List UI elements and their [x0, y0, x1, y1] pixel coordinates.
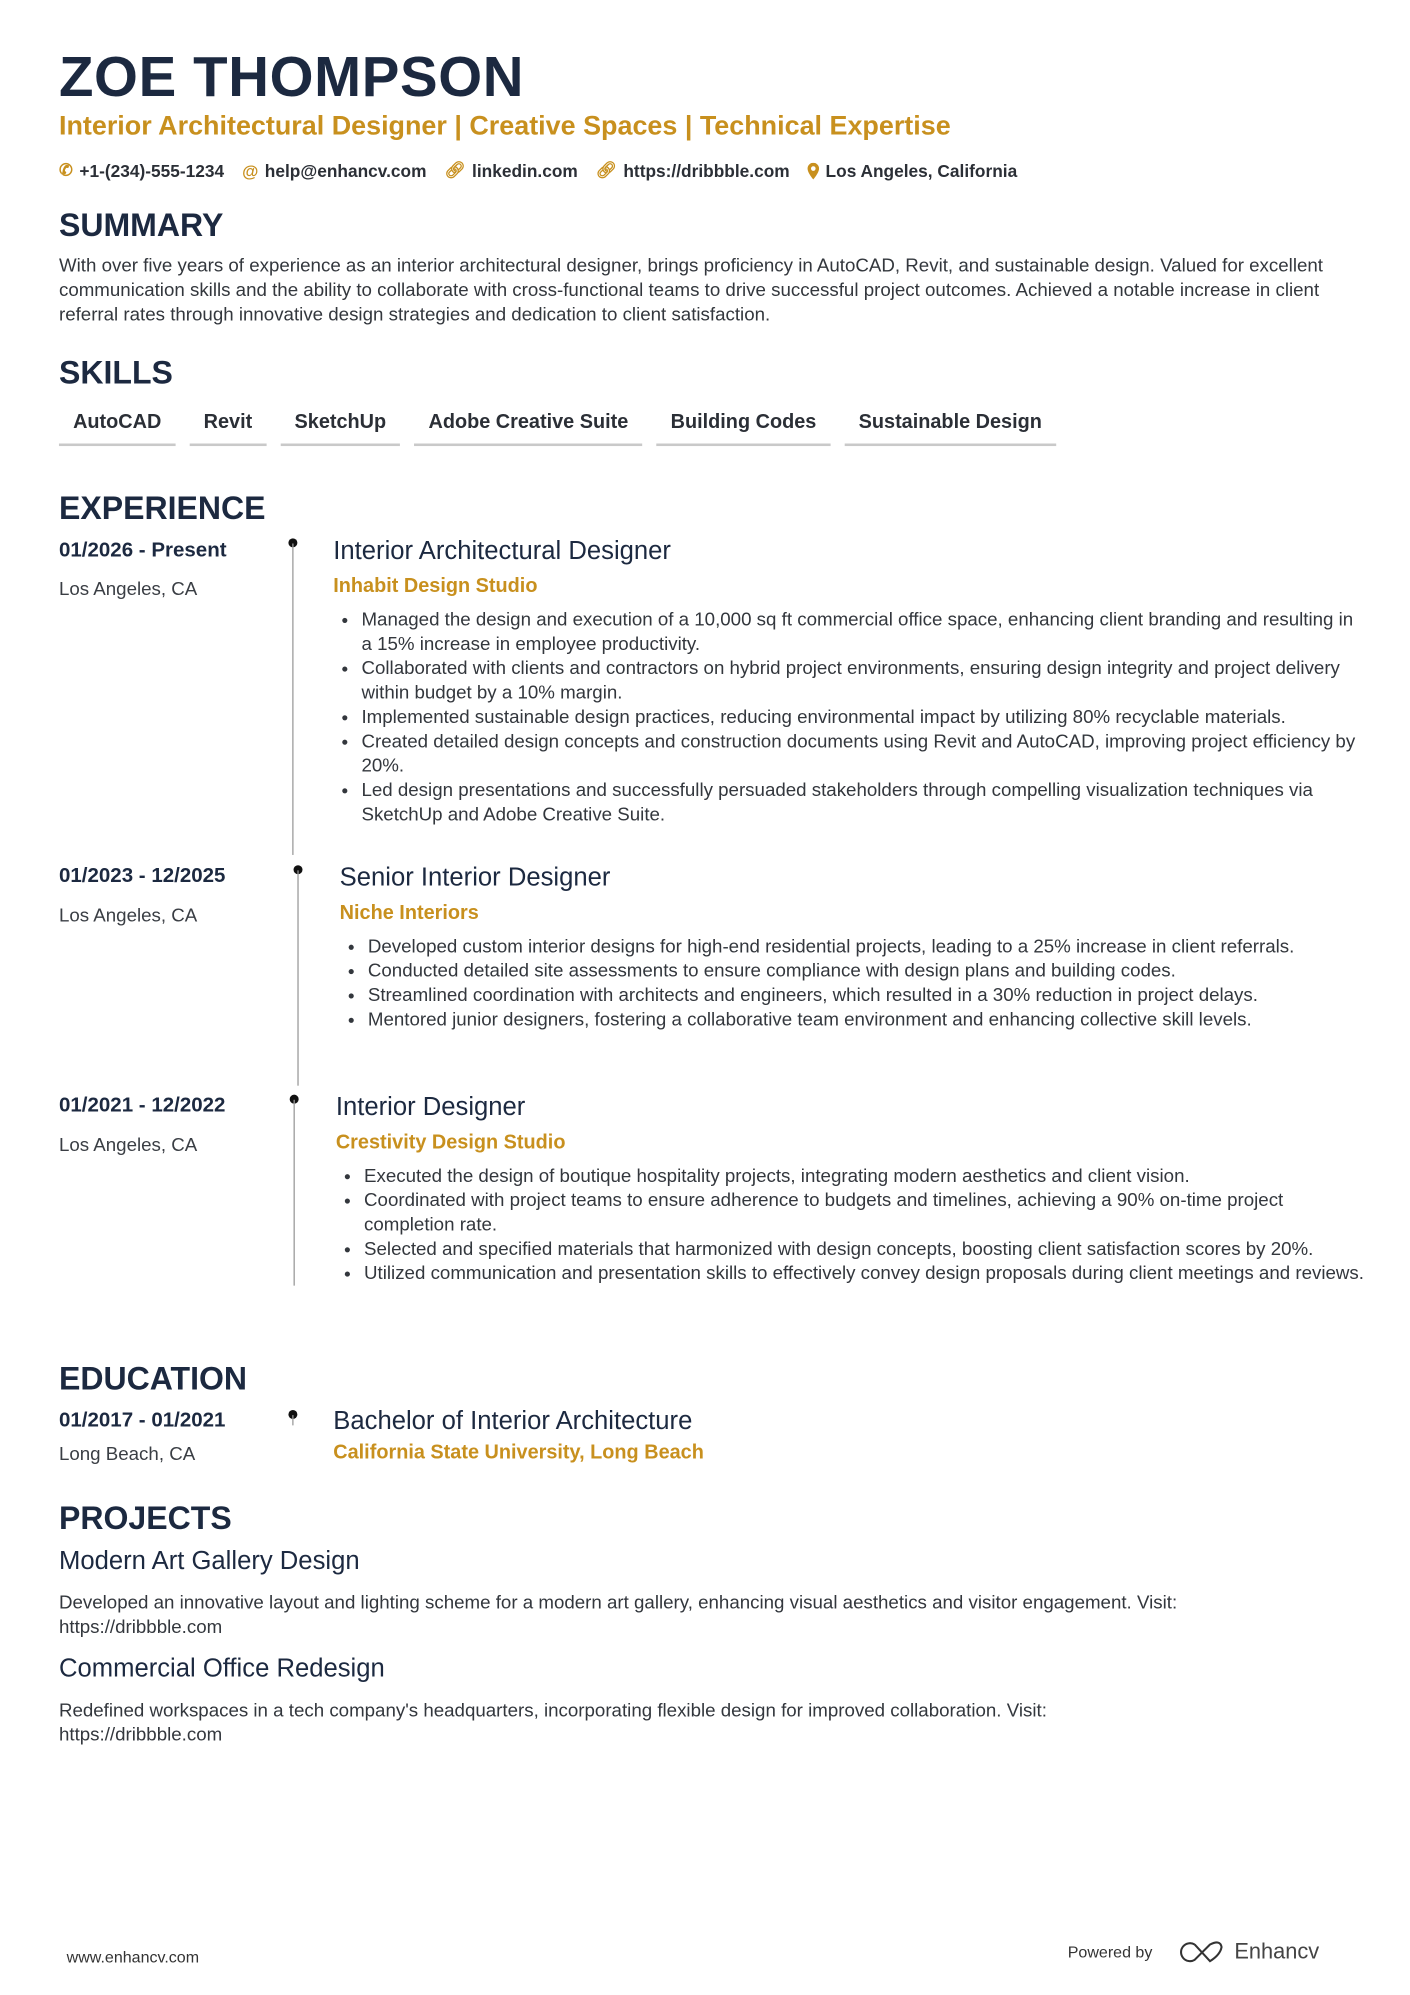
bullet-item: • Conducted detailed site assessments to ensure compliance with design plans and building codes.: [368, 960, 1393, 984]
bullet-item: • Utilized communication and presentation skills to effectively convey design proposals during client meetings and reviews.: [364, 1263, 1377, 1287]
timeline-line: [292, 1415, 293, 1425]
project-description: Developed an innovative layout and lighting scheme for a modern art gallery, enhancing visual aesthetics and visitor engagement. Visit: https://dribbble.com: [58, 1593, 1178, 1639]
experience-heading: EXPERIENCE: [58, 490, 266, 527]
summary-heading: SUMMARY: [58, 207, 224, 244]
experience-dates: 01/2023 - 12/2025: [58, 865, 226, 888]
bullet-item: • Created detailed design concepts and construction documents using Revit and AutoCAD, improving project efficiency by 20%.: [361, 731, 1361, 780]
projects-heading: PROJECTS: [58, 1500, 232, 1537]
candidate-subtitle: Interior Architectural Designer | Creative Spaces | Technical Expertise: [58, 111, 951, 141]
experience-bullets: [336, 1165, 1377, 1287]
experience-location: Los Angeles, CA: [58, 1135, 198, 1157]
bullet-item: • Implemented sustainable design practices, reducing environmental impact by utilizing 80% recyclable materials.: [361, 706, 1361, 730]
experience-location: Los Angeles, CA: [58, 906, 198, 927]
education-location: Long Beach, CA: [58, 1444, 196, 1466]
bullet-item: • Managed the design and execution of a 10,000 sq ft commercial office space, enhancing client branding and resulting in a 15% increase in employee productivity.: [361, 609, 1361, 658]
link-icon: 🔗︎: [444, 160, 466, 180]
bullet-item: • Coordinated with project teams to ensure adherence to budgets and timelines, achieving a 90% on-time project completion rate.: [364, 1190, 1377, 1239]
skill-tag: Adobe Creative Suite: [414, 409, 642, 446]
timeline-line: [297, 870, 298, 1085]
company-name: Niche Interiors: [339, 902, 479, 925]
skill-tag: Revit: [190, 409, 267, 446]
link-icon: 🔗︎: [595, 160, 617, 180]
powered-by-label: Powered by: [1067, 1943, 1153, 1962]
bullet-item: • Developed custom interior designs for high-end residential projects, leading to a 25% increase in client referrals.: [368, 936, 1393, 960]
location-pin-icon: [808, 162, 820, 179]
contact-linkedin[interactable]: [444, 160, 577, 181]
summary-text: With over five years of experience as an interior architectural designer, brings proficiency in AutoCAD, Revit, and sustainable design. Valued for excellent communication skills and the ability to collaborate with cross-functional teams to drive successful project outcomes. Achieved a notable increase in client referral rates through innovative design strategies and dedication to client satisfaction.: [58, 256, 1323, 326]
skill-tag: SketchUp: [280, 409, 400, 446]
school-name: California State University, Long Beach: [333, 1442, 704, 1464]
footer-branding: [1068, 1939, 1319, 1965]
contact-text: https://dribbble.com: [623, 160, 790, 181]
bullet-item: • Collaborated with clients and contractors on hybrid project environments, ensuring design integrity and project delivery within budget by a 10% margin.: [361, 658, 1361, 707]
enhancv-logo: [1178, 1939, 1319, 1965]
experience-bullets: [340, 936, 1394, 1033]
contact-email[interactable]: [242, 160, 426, 181]
skill-tag: Sustainable Design: [845, 409, 1056, 446]
phone-icon: ✆: [58, 160, 73, 180]
enhancv-logo-icon: [1178, 1939, 1227, 1965]
bullet-item: • Mentored junior designers, fostering a collaborative team environment and enhancing collective skill levels.: [368, 1009, 1393, 1033]
skills-heading: SKILLS: [58, 355, 173, 391]
timeline-line: [292, 543, 293, 854]
enhancv-brand: Enhancv: [1234, 1939, 1320, 1964]
experience-bullets: [333, 609, 1361, 828]
skills-list: [59, 409, 1056, 446]
job-title: Senior Interior Designer: [339, 863, 611, 893]
at-icon: @: [242, 160, 259, 181]
experience-dates: 01/2021 - 12/2022: [58, 1094, 226, 1117]
contact-text: linkedin.com: [472, 160, 578, 181]
job-title: Interior Architectural Designer: [333, 537, 671, 566]
candidate-name: ZOE THOMPSON: [58, 46, 525, 109]
project-title: Commercial Office Redesign: [58, 1654, 385, 1684]
experience-location: Los Angeles, CA: [58, 579, 198, 600]
education-dates: 01/2017 - 01/2021: [58, 1409, 226, 1432]
contact-dribbble[interactable]: [596, 160, 790, 181]
bullet-item: • Streamlined coordination with architects and engineers, which resulted in a 30% reduction in project delays.: [368, 984, 1393, 1008]
bullet-item: • Executed the design of boutique hospitality projects, integrating modern aesthetics and client vision.: [364, 1165, 1377, 1189]
contact-text: +1-(234)-555-1234: [79, 160, 225, 181]
contact-text: Los Angeles, California: [825, 160, 1018, 181]
footer-website[interactable]: www.enhancv.com: [66, 1948, 200, 1967]
project-title: Modern Art Gallery Design: [58, 1547, 360, 1576]
timeline-line: [294, 1100, 295, 1286]
project-description: Redefined workspaces in a tech company's headquarters, incorporating flexible design for improved collaboration. Visit: https://dribbble.com: [58, 1700, 1047, 1746]
contact-location: [808, 160, 1018, 181]
education-heading: EDUCATION: [58, 1361, 248, 1398]
contact-text: help@enhancv.com: [264, 160, 427, 181]
degree-title: Bachelor of Interior Architecture: [333, 1407, 693, 1436]
bullet-item: • Selected and specified materials that harmonized with design concepts, boosting client satisfaction scores by 20%.: [364, 1238, 1377, 1262]
bullet-item: • Led design presentations and successfully persuaded stakeholders through compelling visualization techniques via SketchUp and Adobe Creative Suite.: [361, 779, 1361, 828]
contact-bar: [59, 160, 1017, 181]
job-title: Interior Designer: [335, 1093, 526, 1122]
experience-dates: 01/2026 - Present: [58, 539, 227, 562]
company-name: Inhabit Design Studio: [333, 575, 538, 598]
company-name: Crestivity Design Studio: [335, 1131, 566, 1154]
skill-tag: AutoCAD: [59, 409, 175, 446]
contact-phone[interactable]: [59, 160, 224, 181]
skill-tag: Building Codes: [657, 409, 831, 446]
